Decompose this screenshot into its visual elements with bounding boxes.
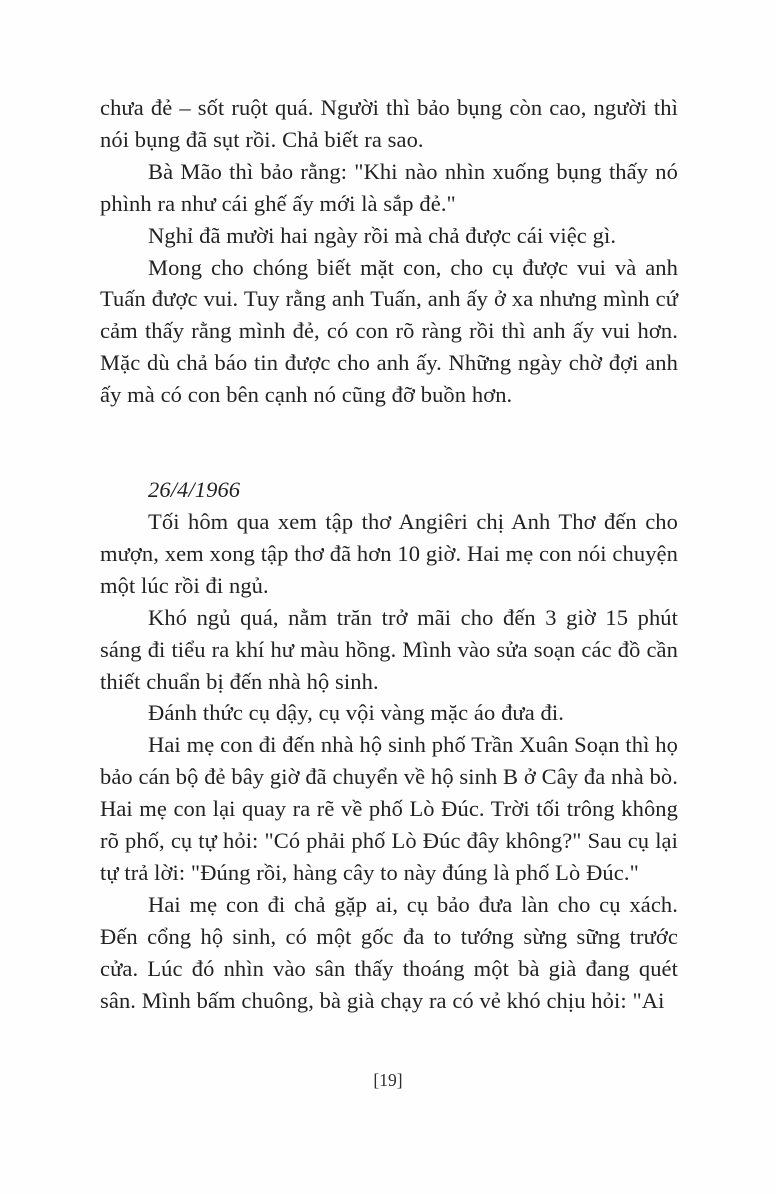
paragraph-continuation: chưa đẻ – sốt ruột quá. Người thì bảo bụng còn cao, người thì nói bụng đã sụt rồi. Chả biết ra sao. [100,95,678,152]
paragraph: Đánh thức cụ dậy, cụ vội vàng mặc áo đưa đi. [148,700,564,726]
paragraph: Hai mẹ con đi đến nhà hộ sinh phố Trần Xuân Soạn thì họ bảo cán bộ đẻ bây giờ đã chuyển về hộ sinh B ở Cây đa nhà bò. Hai mẹ con lại quay ra rẽ về phố Lò Đúc. Trời tối trông không rõ phố, cụ tự hỏi: "Có phải phố Lò Đúc đây không?" Sau cụ lại tự trả lời: "Đúng rồi, hàng cây to này đúng là phố Lò Đúc." [100,732,678,885]
page-number: [19] [373,1070,403,1090]
diary-entry-date: 26/4/1966 [148,477,241,503]
paragraph: Khó ngủ quá, nằm trăn trở mãi cho đến 3 giờ 15 phút sáng đi tiểu ra khí hư màu hồng. Mình vào sửa soạn các đồ cần thiết chuẩn bị đến nhà hộ sinh. [100,604,678,694]
paragraph: Bà Mão thì bảo rằng: "Khi nào nhìn xuống bụng thấy nó phình ra như cái ghế ấy mới là sắp đẻ." [100,158,678,216]
paragraph: Nghỉ đã mười hai ngày rồi mà chả được cái việc gì. [148,222,617,248]
paragraph: Hai mẹ con đi chả gặp ai, cụ bảo đưa làn cho cụ xách. Đến cổng hộ sinh, có một gốc đa to tướng sừng sững trước cửa. Lúc đó nhìn vào sân thấy thoáng một bà già đang quét sân. Mình bấm chuông, bà già chạy ra có vẻ khó chịu hỏi: "Ai [100,891,678,1013]
page-footer [0,1068,776,1092]
paragraph: Mong cho chóng biết mặt con, cho cụ được vui và anh Tuấn được vui. Tuy rằng anh Tuấn, anh ấy ở xa nhưng mình cứ cảm thấy rằng mình đẻ, có con rõ ràng rồi thì anh ấy vui hơn. Mặc dù chả báo tin được cho anh ấy. Những ngày chờ đợi anh ấy mà có con bên cạnh nó cũng đỡ buồn hơn. [100,254,678,408]
paragraph: Tối hôm qua xem tập thơ Angiêri chị Anh Thơ đến cho mượn, xem xong tập thơ đã hơn 10 giờ. Hai mẹ con nói chuyện một lúc rồi đi ngủ. [100,508,678,598]
page-text-block [100,92,678,1016]
